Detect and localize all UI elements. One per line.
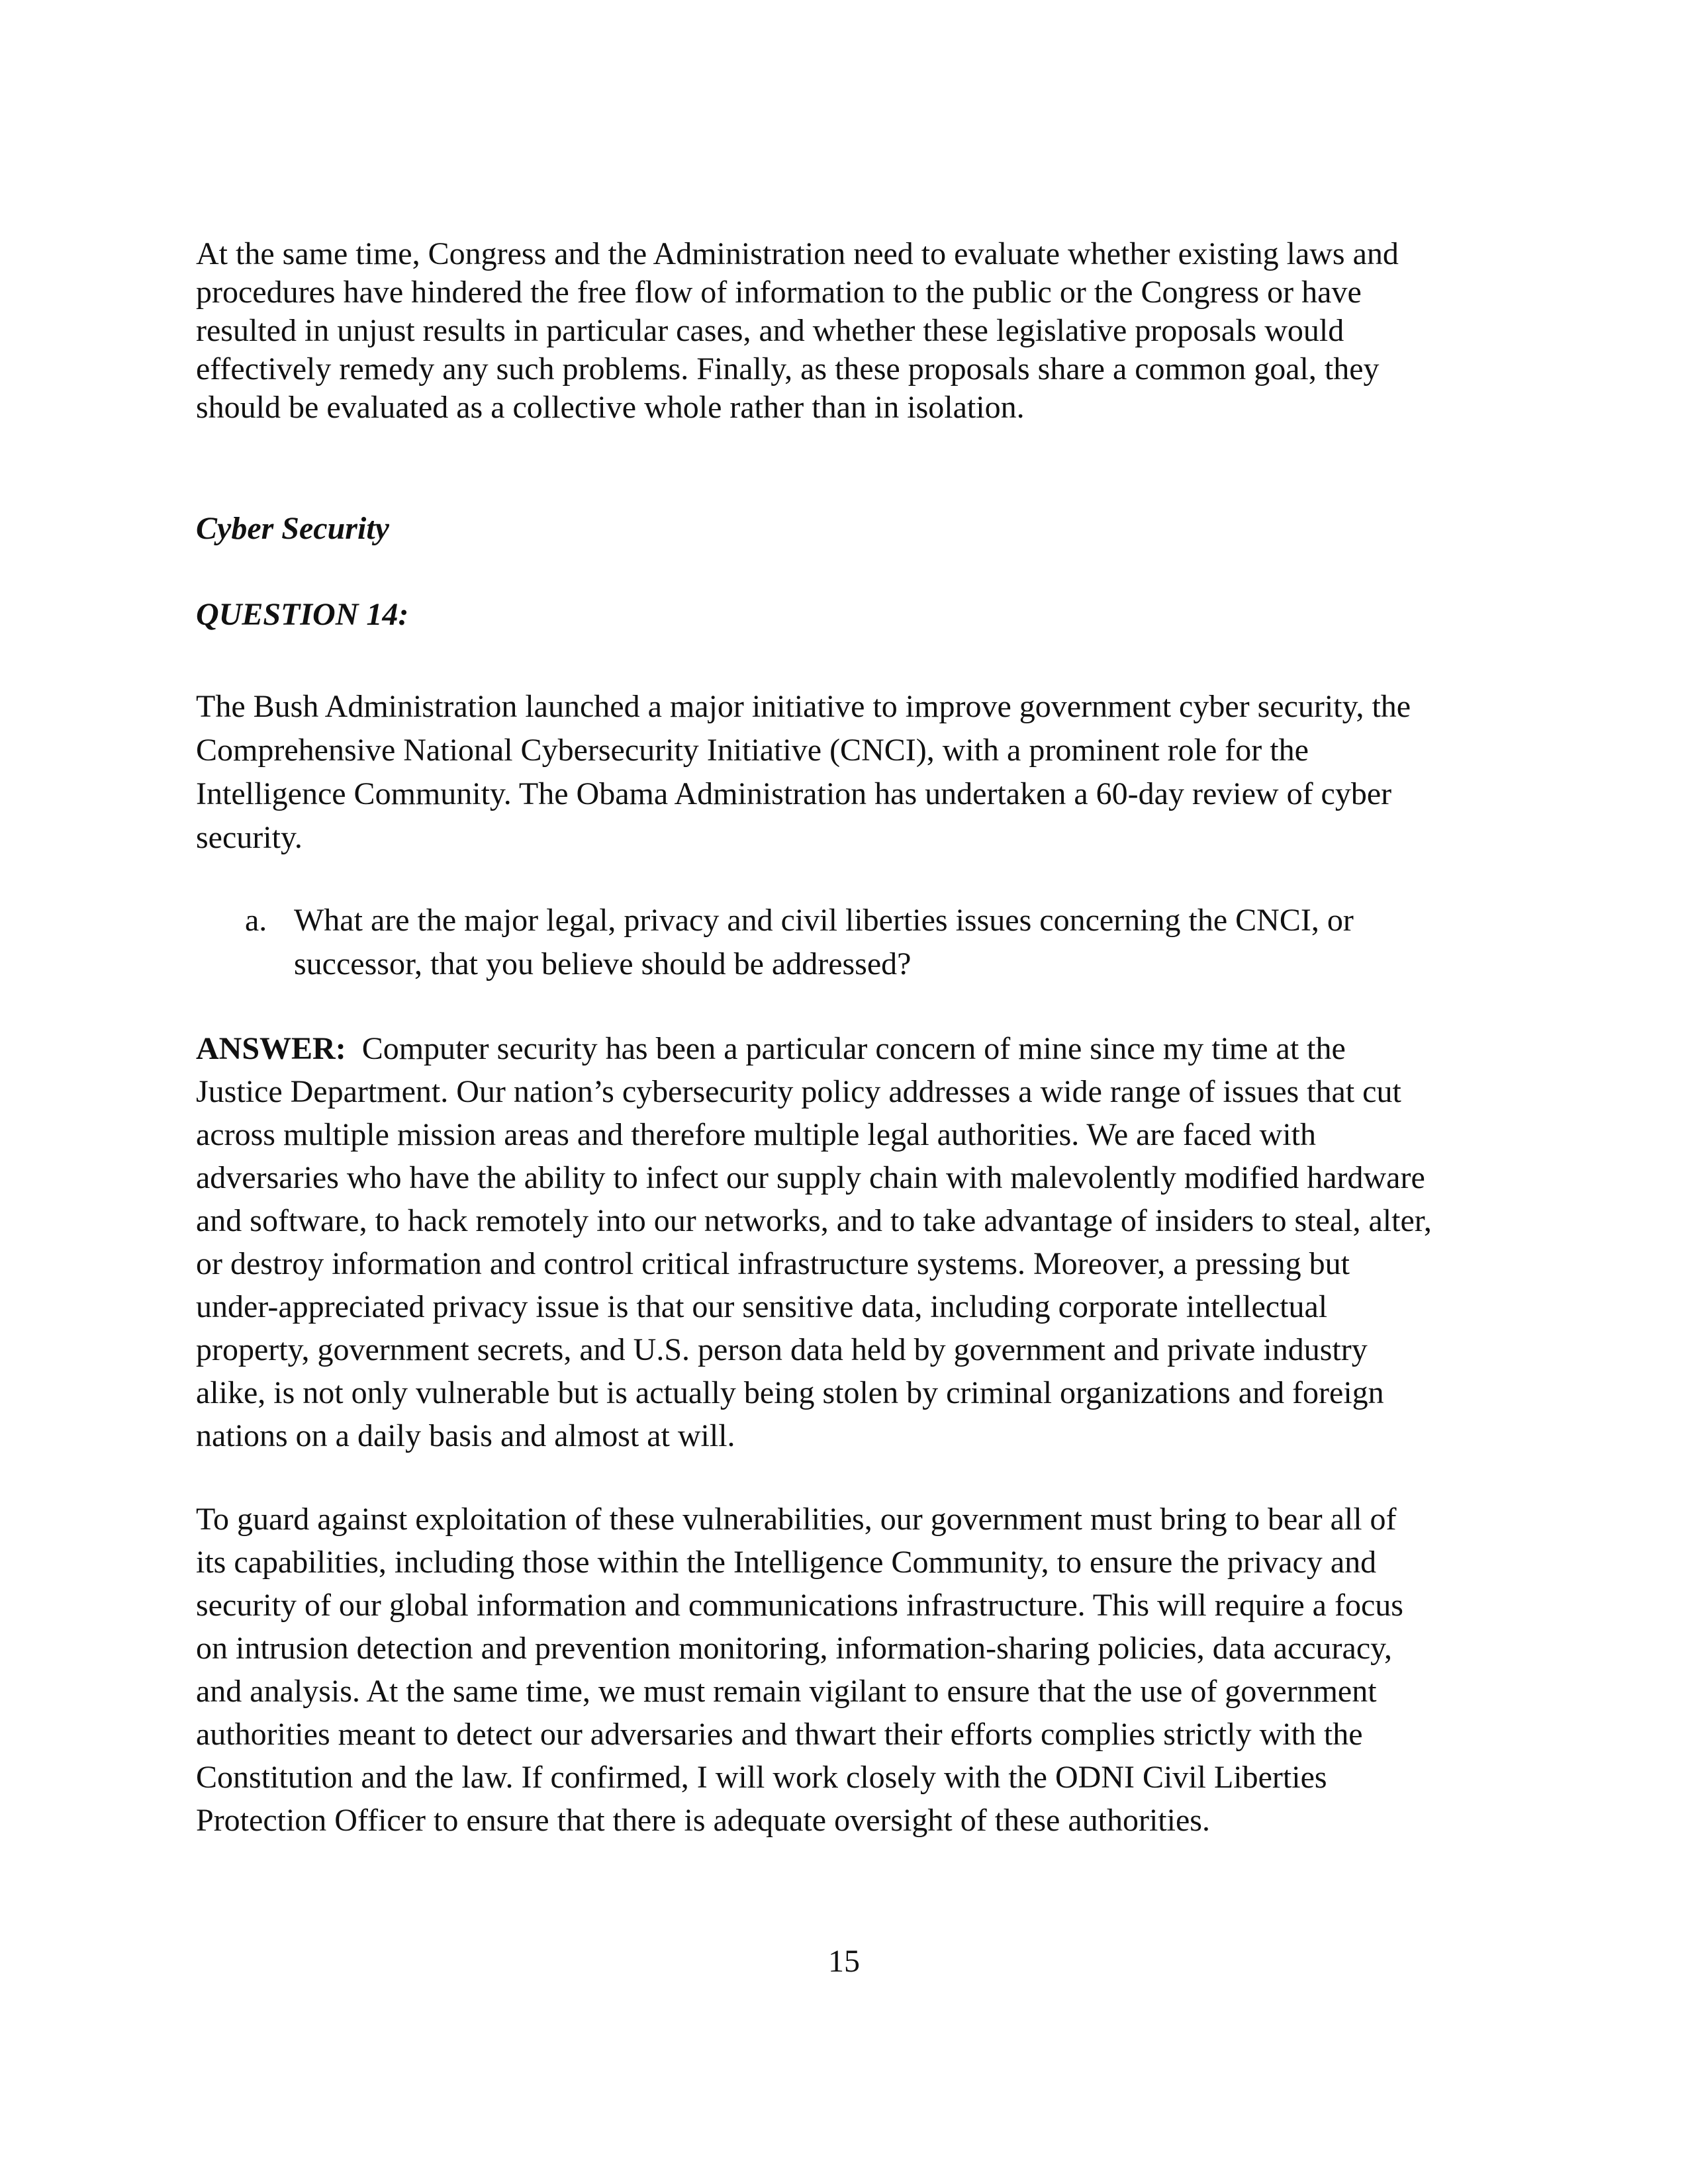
answer-line: or destroy information and control critical infrastructure systems. Moreover, a pressing but	[196, 1246, 1350, 1281]
final-paragraph	[196, 1498, 1500, 1842]
sub-question-text	[294, 899, 1354, 986]
final-line: on intrusion detection and prevention monitoring, information-sharing policies, data accuracy,	[196, 1631, 1393, 1666]
sub-question-line: successor, that you believe should be addressed?	[294, 946, 912, 981]
list-marker: a.	[245, 903, 267, 938]
answer-paragraph	[196, 1027, 1500, 1457]
final-line: authorities meant to detect our adversaries and thwart their efforts complies strictly with the	[196, 1717, 1363, 1752]
final-line: Protection Officer to ensure that there is adequate oversight of these authorities.	[196, 1803, 1210, 1838]
answer-line: across multiple mission areas and therefore multiple legal authorities. We are faced with	[196, 1117, 1316, 1152]
intro-line: procedures have hindered the free flow of information to the public or the Congress or have	[196, 275, 1362, 310]
question-line: security.	[196, 820, 303, 855]
page-number: 15	[828, 1944, 860, 1979]
answer-first-line	[196, 1027, 1500, 1070]
final-line: and analysis. At the same time, we must remain vigilant to ensure that the use of government	[196, 1674, 1377, 1709]
section-heading: Cyber Security	[196, 511, 389, 546]
intro-line: resulted in unjust results in particular cases, and whether these legislative proposals would	[196, 313, 1344, 348]
final-line: its capabilities, including those within the Intelligence Community, to ensure the privacy and	[196, 1545, 1377, 1580]
answer-line: nations on a daily basis and almost at will.	[196, 1418, 735, 1453]
question-line: Comprehensive National Cybersecurity Initiative (CNCI), with a prominent role for the	[196, 733, 1309, 768]
answer-line: under-appreciated privacy issue is that our sensitive data, including corporate intellectual	[196, 1289, 1328, 1324]
answer-line: adversaries who have the ability to infect our supply chain with malevolently modified hardware	[196, 1160, 1425, 1195]
final-line: Constitution and the law. If confirmed, I will work closely with the ODNI Civil Liberties	[196, 1760, 1327, 1795]
question-line: The Bush Administration launched a major initiative to improve government cyber security, the	[196, 689, 1411, 724]
intro-paragraph	[196, 235, 1500, 427]
final-line: security of our global information and communications infrastructure. This will require a focus	[196, 1588, 1403, 1623]
answer-line: property, government secrets, and U.S. person data held by government and private industry	[196, 1332, 1368, 1367]
question-line: Intelligence Community. The Obama Administration has undertaken a 60-day review of cyber	[196, 776, 1392, 811]
sub-question-line: What are the major legal, privacy and civil liberties issues concerning the CNCI, or	[294, 903, 1354, 938]
question-heading: QUESTION 14:	[196, 597, 409, 632]
answer-label: ANSWER:	[196, 1031, 346, 1066]
intro-line: effectively remedy any such problems. Finally, as these proposals share a common goal, they	[196, 351, 1380, 387]
answer-first-line-text: Computer security has been a particular concern of mine since my time at the	[346, 1031, 1346, 1066]
question-paragraph	[196, 685, 1500, 860]
answer-line: alike, is not only vulnerable but is actually being stolen by criminal organizations and foreign	[196, 1375, 1384, 1410]
intro-line: should be evaluated as a collective whole rather than in isolation.	[196, 390, 1025, 425]
answer-line: and software, to hack remotely into our networks, and to take advantage of insiders to steal, alter,	[196, 1203, 1432, 1238]
final-line: To guard against exploitation of these vulnerabilities, our government must bring to bear all of	[196, 1502, 1397, 1537]
intro-line: At the same time, Congress and the Administration need to evaluate whether existing laws and	[196, 236, 1399, 271]
answer-line: Justice Department. Our nation’s cybersecurity policy addresses a wide range of issues that cut	[196, 1074, 1401, 1109]
